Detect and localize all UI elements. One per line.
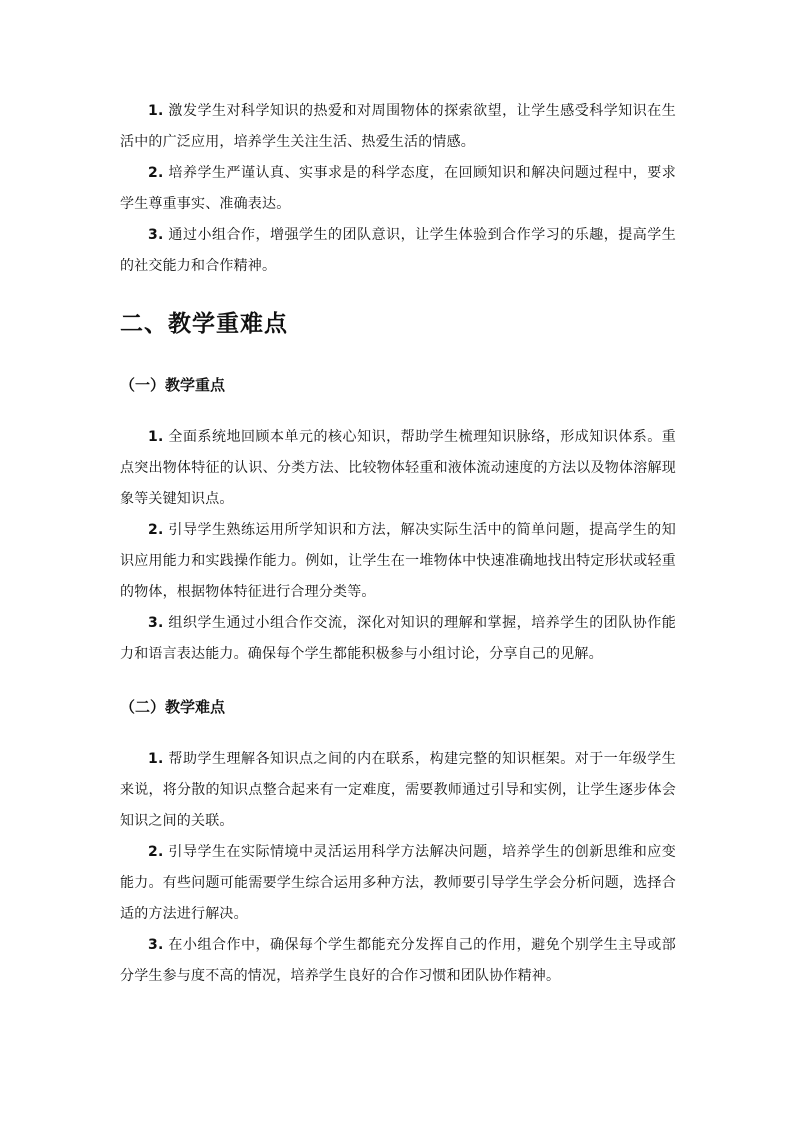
item-number: 2. — [148, 165, 164, 181]
item-text: 引导学生在实际情境中灵活运用科学方法解决问题，培养学生的创新思维和应变能力。有些问题可能需要学生综合运用多种方法，教师要引导学生学会分析问题，选择合适的方法进行解决。 — [120, 844, 676, 922]
paragraph-difficult-point-1 — [120, 744, 676, 837]
item-text: 帮助学生理解各知识点之间的内在联系，构建完整的知识框架。对于一年级学生来说，将分散的知识点整合起来有一定难度，需要教师通过引导和实例，让学生逐步体会知识之间的关联。 — [120, 751, 676, 829]
paragraph-difficult-point-2 — [120, 837, 676, 930]
item-text: 组织学生通过小组合作交流，深化对知识的理解和掌握，培养学生的团队协作能力和语言表达能力。确保每个学生都能积极参与小组讨论，分享自己的见解。 — [120, 615, 676, 662]
paragraph-difficult-point-3 — [120, 930, 676, 992]
paragraph-goal-1 — [120, 96, 676, 158]
section-heading-key-difficult-points: 二、教学重难点 — [120, 311, 288, 337]
document-page — [120, 96, 676, 992]
paragraph-goal-2 — [120, 158, 676, 220]
item-text: 引导学生熟练运用所学知识和方法，解决实际生活中的简单问题，提高学生的知识应用能力和实践操作能力。例如，让学生在一堆物体中快速准确地找出特定形状或轻重的物体，根据物体特征进行合理分类等。 — [120, 522, 676, 600]
item-text: 在小组合作中，确保每个学生都能充分发挥自己的作用，避免个别学生主导或部分学生参与度不高的情况，培养学生良好的合作习惯和团队协作精神。 — [120, 937, 676, 984]
item-text: 激发学生对科学知识的热爱和对周围物体的探索欲望，让学生感受科学知识在生活中的广泛应用，培养学生关注生活、热爱生活的情感。 — [120, 103, 676, 150]
paragraph-key-point-1 — [120, 422, 676, 515]
paragraph-key-point-2 — [120, 515, 676, 608]
item-number: 1. — [148, 751, 164, 767]
item-number: 2. — [148, 522, 164, 538]
item-number: 2. — [148, 844, 164, 860]
item-text: 通过小组合作，增强学生的团队意识，让学生体验到合作学习的乐趣，提高学生的社交能力和合作精神。 — [120, 227, 676, 274]
item-number: 3. — [148, 227, 164, 243]
subheading-key-points: （一）教学重点 — [120, 376, 226, 394]
item-number: 3. — [148, 615, 164, 631]
item-number: 1. — [148, 429, 164, 445]
paragraph-goal-3 — [120, 220, 676, 282]
paragraph-key-point-3 — [120, 608, 676, 670]
item-number: 1. — [148, 103, 164, 119]
subheading-difficult-points: （二）教学难点 — [120, 698, 226, 716]
item-number: 3. — [148, 937, 164, 953]
item-text: 培养学生严谨认真、实事求是的科学态度，在回顾知识和解决问题过程中，要求学生尊重事实、准确表达。 — [120, 165, 676, 212]
item-text: 全面系统地回顾本单元的核心知识，帮助学生梳理知识脉络，形成知识体系。重点突出物体特征的认识、分类方法、比较物体轻重和液体流动速度的方法以及物体溶解现象等关键知识点。 — [120, 429, 676, 507]
